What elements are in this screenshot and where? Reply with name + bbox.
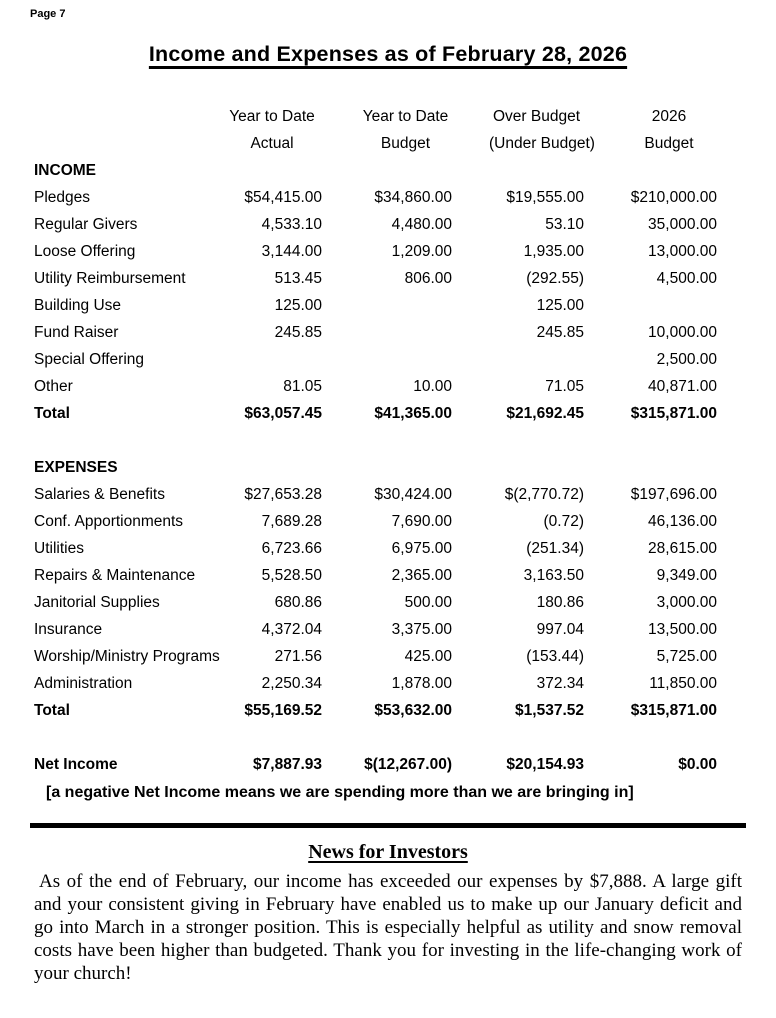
cell-over-budget: 53.10	[545, 215, 584, 233]
cell-ytd-actual: 271.56	[274, 647, 322, 665]
cell-ytd-actual: 4,533.10	[261, 215, 322, 233]
col-header-2026-budget: 2026	[651, 107, 687, 125]
row-label: Administration	[34, 674, 133, 692]
empty-cell	[200, 157, 718, 184]
cell-ytd-budget: 6,975.00	[391, 539, 452, 557]
row-label: Repairs & Maintenance	[34, 566, 196, 584]
cell-over-budget: 997.04	[536, 620, 584, 638]
cell-2026-budget: 46,136.00	[648, 512, 717, 530]
cell-2026-budget: 2,500.00	[656, 350, 717, 368]
cell-ytd-actual	[200, 346, 323, 373]
spacer-row	[33, 427, 718, 454]
expense-row	[33, 481, 718, 508]
section-heading-income: INCOME	[34, 161, 96, 179]
cell-ytd-budget: $41,365.00	[374, 404, 452, 422]
cell-ytd-budget: $30,424.00	[374, 485, 452, 503]
cell-over-budget	[453, 346, 585, 373]
cell-over-budget: (0.72)	[543, 512, 584, 530]
cell-ytd-actual: $55,169.52	[244, 701, 322, 719]
cell-2026-budget: 11,850.00	[649, 674, 717, 692]
row-label: Utilities	[34, 539, 84, 557]
cell-ytd-actual: 125.00	[274, 296, 322, 314]
cell-2026-budget: 3,000.00	[656, 593, 717, 611]
cell-ytd-actual: $54,415.00	[244, 188, 322, 206]
expense-row	[33, 616, 718, 643]
news-heading: News for Investors	[308, 841, 468, 863]
expense-row	[33, 670, 718, 697]
cell-over-budget: $21,692.45	[506, 404, 584, 422]
income-row	[33, 265, 718, 292]
cell-ytd-actual: 81.05	[283, 377, 322, 395]
cell-ytd-actual: 513.45	[274, 269, 322, 287]
row-label: Loose Offering	[34, 242, 136, 260]
row-label: Salaries & Benefits	[34, 485, 165, 503]
col-header-ytd-actual: Year to Date	[229, 107, 315, 125]
cell-2026-budget: $0.00	[678, 755, 717, 773]
cell-2026-budget: $315,871.00	[630, 701, 717, 719]
cell-ytd-actual: $63,057.45	[244, 404, 322, 422]
table-header-row-1	[33, 103, 718, 130]
cell-ytd-budget: 425.00	[404, 647, 452, 665]
cell-ytd-budget: 2,365.00	[391, 566, 452, 584]
expense-row	[33, 508, 718, 535]
row-label: Total	[34, 404, 70, 422]
cell-2026-budget: 4,500.00	[656, 269, 717, 287]
cell-over-budget: (292.55)	[526, 269, 584, 287]
cell-2026-budget: 35,000.00	[648, 215, 717, 233]
cell-ytd-actual: 3,144.00	[261, 242, 322, 260]
col-header-ytd-actual: Actual	[250, 134, 294, 152]
page-title: Income and Expenses as of February 28, 2026	[148, 42, 628, 66]
cell-ytd-budget: 806.00	[404, 269, 452, 287]
net-income-row	[33, 751, 718, 778]
cell-ytd-budget	[323, 346, 453, 373]
cell-ytd-actual: 2,250.34	[261, 674, 322, 692]
row-label: Pledges	[34, 188, 91, 206]
cell-over-budget: 1,935.00	[523, 242, 584, 260]
cell-over-budget: (251.34)	[526, 539, 584, 557]
cell-ytd-actual: 5,528.50	[261, 566, 322, 584]
row-label: Fund Raiser	[34, 323, 119, 341]
expense-row	[33, 589, 718, 616]
income-row	[33, 373, 718, 400]
cell-2026-budget: 13,500.00	[648, 620, 717, 638]
section-divider-rule	[30, 823, 746, 828]
cell-ytd-actual: 245.85	[274, 323, 322, 341]
cell-ytd-actual: $7,887.93	[253, 755, 322, 773]
cell-over-budget: $20,154.93	[506, 755, 584, 773]
cell-over-budget: 125.00	[536, 296, 584, 314]
cell-2026-budget: 40,871.00	[648, 377, 717, 395]
row-label: Total	[34, 701, 70, 719]
cell-2026-budget: $210,000.00	[630, 188, 717, 206]
empty-cell	[33, 427, 718, 454]
cell-ytd-budget: 7,690.00	[391, 512, 452, 530]
col-header-2026-budget: Budget	[644, 134, 694, 152]
row-label: Janitorial Supplies	[34, 593, 160, 611]
empty-cell	[33, 103, 200, 130]
cell-ytd-actual: 4,372.04	[261, 620, 322, 638]
row-label: Building Use	[34, 296, 122, 314]
col-header-ytd-budget: Year to Date	[362, 107, 449, 125]
cell-2026-budget: 28,615.00	[648, 539, 717, 557]
row-label: Utility Reimbursement	[34, 269, 186, 287]
row-label: Net Income	[34, 755, 118, 773]
news-body: As of the end of February, our income has exceeded our expenses by $7,888. A large gift and your consistent giving in February have enabled us to make up our January deficit and go into March in a stronger position. This is especially helpful as utility and snow removal costs have been higher than budgeted. Thank you for investing in the life-changing work of your church!	[34, 871, 742, 984]
expense-row	[33, 643, 718, 670]
cell-ytd-budget: $53,632.00	[374, 701, 452, 719]
col-header-over-budget: (Under Budget)	[489, 134, 595, 152]
cell-2026-budget: 9,349.00	[656, 566, 717, 584]
row-label: Regular Givers	[34, 215, 138, 233]
net-income-note: [a negative Net Income means we are spending more than we are bringing in]	[46, 784, 634, 801]
cell-over-budget: 245.85	[536, 323, 584, 341]
table-header-row-2	[33, 130, 718, 157]
income-row	[33, 211, 718, 238]
cell-ytd-budget: 500.00	[404, 593, 452, 611]
cell-over-budget: 3,163.50	[523, 566, 584, 584]
cell-ytd-budget: $(12,267.00)	[364, 755, 452, 773]
income-total-row	[33, 400, 718, 427]
col-header-ytd-budget: Budget	[380, 134, 431, 152]
cell-ytd-budget: 1,209.00	[391, 242, 452, 260]
income-row	[33, 346, 718, 373]
expenses-section-heading-row	[33, 454, 718, 481]
empty-cell	[33, 130, 200, 157]
cell-ytd-budget: 4,480.00	[391, 215, 452, 233]
page-number: Page 7	[30, 8, 66, 20]
cell-2026-budget: $315,871.00	[630, 404, 717, 422]
cell-2026-budget: 13,000.00	[648, 242, 717, 260]
row-label: Worship/Ministry Programs	[34, 647, 220, 665]
cell-ytd-actual: 7,689.28	[261, 512, 322, 530]
expense-row	[33, 562, 718, 589]
cell-ytd-budget: 10.00	[413, 377, 452, 395]
cell-2026-budget: $197,696.00	[630, 485, 717, 503]
cell-over-budget: $1,537.52	[515, 701, 584, 719]
row-label: Special Offering	[34, 350, 144, 368]
income-row	[33, 319, 718, 346]
cell-2026-budget: 10,000.00	[648, 323, 717, 341]
empty-cell	[200, 454, 718, 481]
cell-ytd-budget: $34,860.00	[374, 188, 452, 206]
cell-ytd-actual: $27,653.28	[244, 485, 322, 503]
empty-cell	[33, 724, 718, 751]
row-label: Conf. Apportionments	[34, 512, 184, 530]
row-label: Insurance	[34, 620, 103, 638]
cell-2026-budget	[585, 292, 718, 319]
col-header-over-budget: Over Budget	[492, 107, 581, 125]
cell-over-budget: 372.34	[536, 674, 584, 692]
cell-ytd-budget	[323, 319, 453, 346]
row-label: Other	[34, 377, 73, 395]
cell-over-budget: (153.44)	[526, 647, 584, 665]
expenses-total-row	[33, 697, 718, 724]
cell-ytd-budget: 3,375.00	[391, 620, 452, 638]
cell-ytd-actual: 680.86	[274, 593, 322, 611]
section-heading-expenses: EXPENSES	[34, 458, 118, 476]
cell-over-budget: $(2,770.72)	[504, 485, 584, 503]
cell-ytd-budget	[323, 292, 453, 319]
cell-ytd-actual: 6,723.66	[261, 539, 322, 557]
income-section-heading-row	[33, 157, 718, 184]
cell-ytd-budget: 1,878.00	[391, 674, 452, 692]
income-row	[33, 184, 718, 211]
expense-row	[33, 535, 718, 562]
cell-over-budget: $19,555.00	[506, 188, 584, 206]
income-row	[33, 238, 718, 265]
cell-2026-budget: 5,725.00	[656, 647, 717, 665]
income-row	[33, 292, 718, 319]
financial-table	[33, 103, 718, 778]
cell-over-budget: 180.86	[536, 593, 584, 611]
spacer-row	[33, 724, 718, 751]
cell-over-budget: 71.05	[545, 377, 584, 395]
